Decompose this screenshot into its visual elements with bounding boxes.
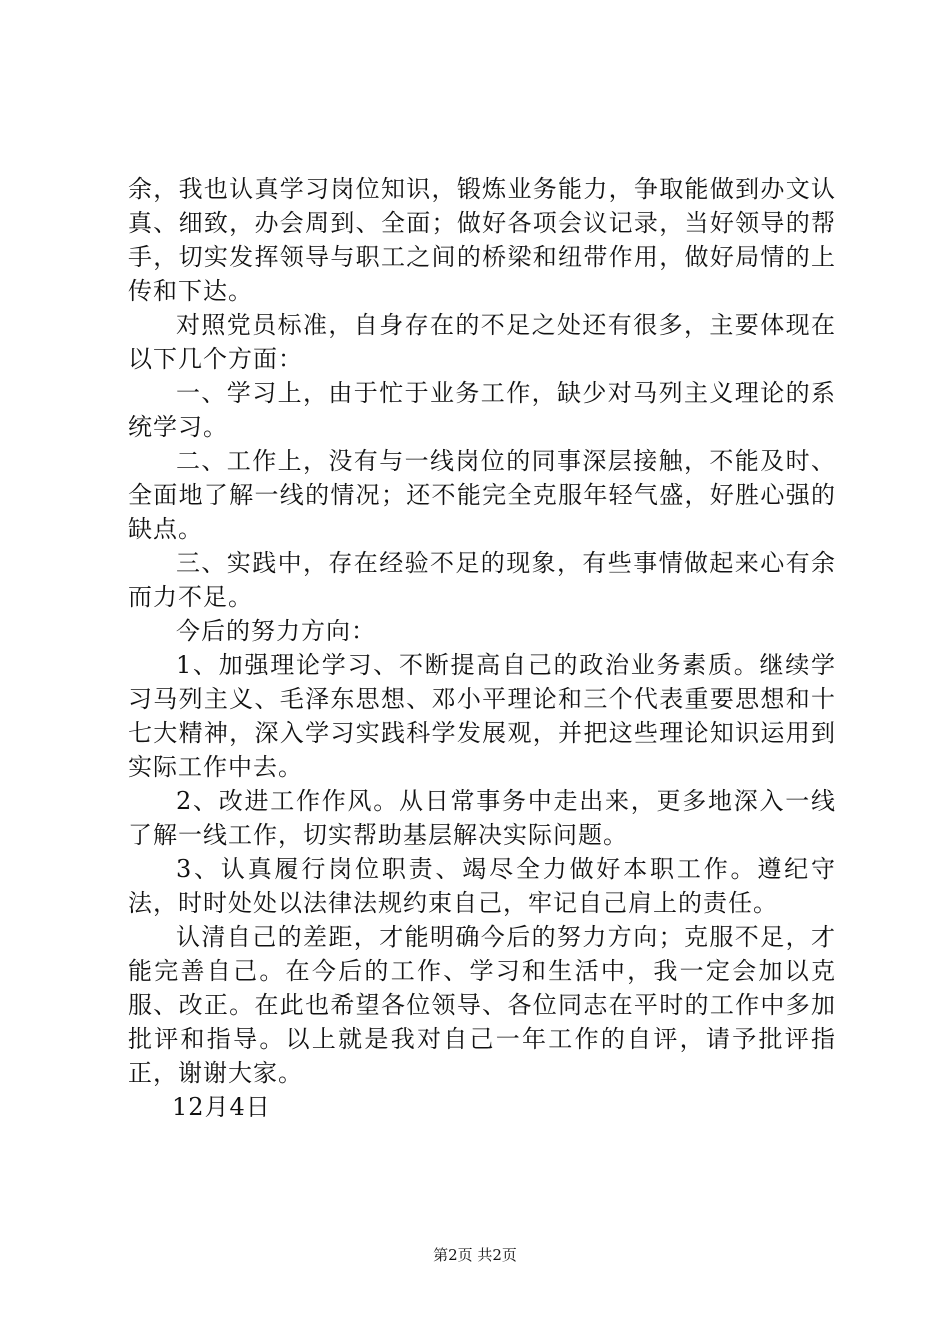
document-date: 12月4日 — [172, 1093, 271, 1121]
paragraph-future-direction: 今后的努力方向： — [176, 617, 376, 645]
paragraph-shortcoming-practice: 三、实践中，存在经验不足的现象，有些事情做起来心有余而力不足。 — [128, 549, 836, 611]
paragraph-shortcoming-work: 二、工作上，没有与一线岗位的同事深层接触，不能及时、全面地了解一线的情况；还不能完全克服年轻气盛，好胜心强的缺点。 — [128, 447, 836, 543]
paragraph-continued: 余，我也认真学习岗位知识，锻炼业务能力，争取能做到办文认真、细致，办会周到、全面；做好各项会议记录，当好领导的帮手，切实发挥领导与职工之间的桥梁和纽带作用，做好局情的上传和下达。 — [128, 175, 836, 305]
paragraph-shortcoming-study: 一、学习上，由于忙于业务工作，缺少对马列主义理论的系统学习。 — [128, 379, 836, 441]
paragraph-direction-3: 3、认真履行岗位职责、竭尽全力做好本职工作。遵纪守法，时时处处以法律法规约束自己，牢记自己肩上的责任。 — [128, 855, 836, 917]
document-body — [128, 172, 836, 1124]
page-number: 第2页 共2页 — [433, 1246, 517, 1264]
paragraph-direction-2: 2、改进工作作风。从日常事务中走出来，更多地深入一线了解一线工作，切实帮助基层解决实际问题。 — [128, 787, 836, 849]
paragraph-direction-1: 1、加强理论学习、不断提高自己的政治业务素质。继续学习马列主义、毛泽东思想、邓小平理论和三个代表重要思想和十七大精神，深入学习实践科学发展观，并把这些理论知识运用到实际工作中去。 — [128, 651, 836, 781]
page-footer — [0, 1245, 950, 1265]
paragraph-conclusion: 认清自己的差距，才能明确今后的努力方向；克服不足，才能完善自己。在今后的工作、学习和生活中，我一定会加以克服、改正。在此也希望各位领导、各位同志在平时的工作中多加批评和指导。以上就是我对自己一年工作的自评，请予批评指正，谢谢大家。 — [128, 923, 836, 1087]
paragraph-shortcomings-intro: 对照党员标准，自身存在的不足之处还有很多，主要体现在以下几个方面： — [128, 311, 836, 373]
